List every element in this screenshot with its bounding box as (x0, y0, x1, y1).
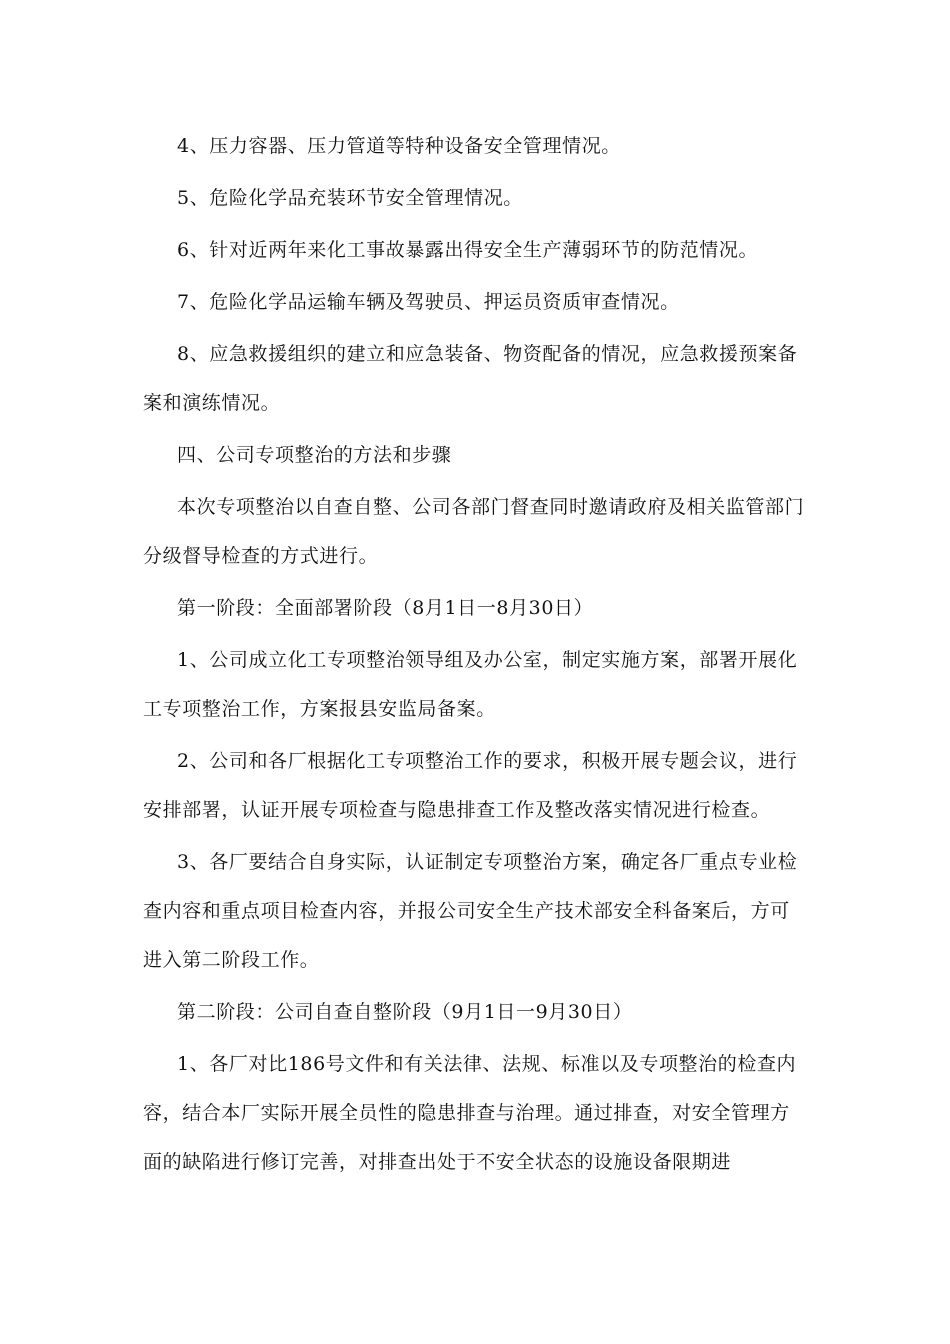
document-body (143, 122, 805, 1187)
phase-one-item-2: 2、公司和各厂根据化工专项整治工作的要求，积极开展专题会议，进行安排部署，认证开展专项检查与隐患排查工作及整改落实情况进行检查。 (143, 750, 798, 821)
phase-two-heading: 第二阶段：公司自查自整阶段（9月1日一9月30日） (177, 1001, 633, 1023)
phase-one-item-1: 1、公司成立化工专项整治领导组及办公室，制定实施方案，部署开展化工专项整治工作，方案报县安监局备案。 (143, 649, 798, 720)
paragraph-item-5: 5、危险化学品充装环节安全管理情况。 (177, 187, 523, 209)
phase-one-heading: 第一阶段：全面部署阶段（8月1日一8月30日） (177, 597, 594, 619)
paragraph-item-6: 6、针对近两年来化工事故暴露出得安全生产薄弱环节的防范情况。 (177, 239, 759, 261)
section-intro-paragraph: 本次专项整治以自查自整、公司各部门督查同时邀请政府及相关监管部门分级督导检查的方式进行。 (143, 496, 805, 567)
phase-one-item-3: 3、各厂要结合自身实际，认证制定专项整治方案，确定各厂重点专业检查内容和重点项目检查内容，并报公司安全生产技术部安全科备案后，方可进入第二阶段工作。 (143, 851, 798, 971)
paragraph-item-4: 4、压力容器、压力管道等特种设备安全管理情况。 (177, 135, 621, 157)
phase-two-item-1: 1、各厂对比186号文件和有关法律、法规、标准以及专项整治的检查内容，结合本厂实际开展全员性的隐患排查与治理。通过排查，对安全管理方面的缺陷进行修订完善，对排查出处于不安全状态的设施设备限期进 (143, 1053, 797, 1173)
paragraph-item-8: 8、应急救援组织的建立和应急装备、物资配备的情况，应急救援预案备案和演练情况。 (143, 343, 798, 414)
section-heading: 四、公司专项整治的方法和步骤 (177, 444, 452, 466)
paragraph-item-7: 7、危险化学品运输车辆及驾驶员、押运员资质审查情况。 (177, 291, 680, 313)
